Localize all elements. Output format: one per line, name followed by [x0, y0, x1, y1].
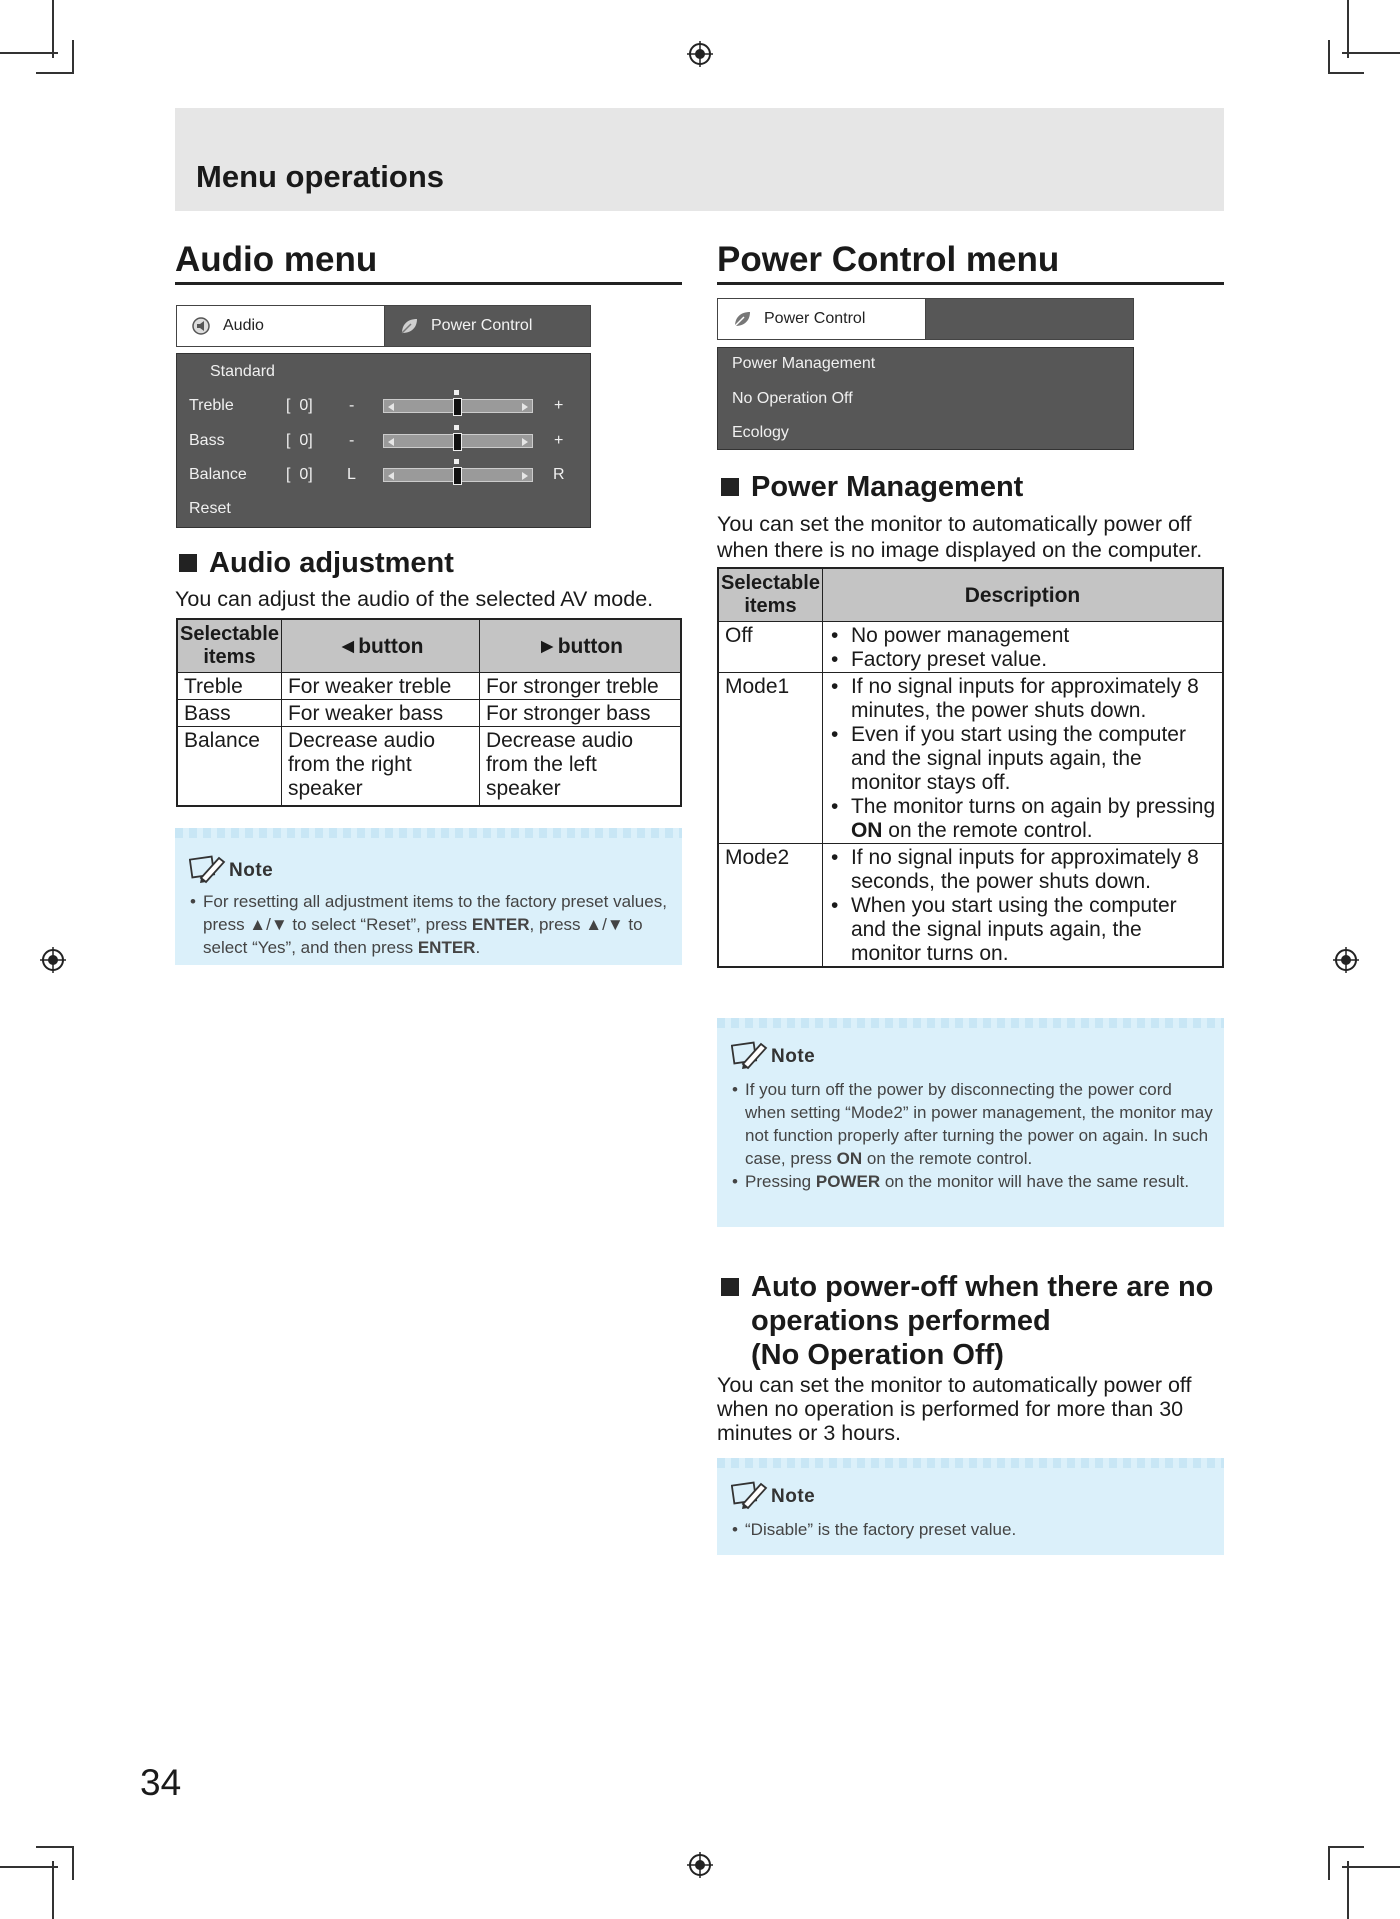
osd-row-value: [ 0]: [286, 432, 313, 449]
osd-row-left-mark: -: [349, 397, 355, 414]
registration-mark-icon: [687, 41, 713, 67]
tab-power-control[interactable]: [384, 306, 590, 346]
osd-row-label: Treble: [189, 397, 234, 414]
crop-mark: [1328, 1846, 1330, 1880]
square-bullet-icon: [721, 478, 739, 496]
speaker-icon: [191, 316, 211, 336]
list-item: • The monitor turns on again by pressing ON on the remote control.: [829, 795, 1216, 843]
power-osd-panel: [717, 347, 1134, 450]
tab-power-control-label: Power Control: [431, 317, 533, 334]
page-number: 34: [140, 1762, 182, 1803]
osd-row-left-mark: L: [347, 466, 356, 483]
auto-power-off-intro: You can set the monitor to automatically power off when no operation is performed for more than 30 minutes or 3 hours.: [717, 1373, 1192, 1445]
note-text: For resetting all adjustment items to the factory preset values, press ▲/▼ to select “Reset”, press ENTER, press ▲/▼ to select “Yes”, and then press ENTER.: [203, 892, 667, 957]
crop-mark: [1328, 72, 1364, 74]
table-cell: [822, 844, 1223, 968]
power-osd-tabs: [717, 298, 1134, 340]
note-item: [731, 1170, 1216, 1193]
list-item: • Even if you start using the computer and the signal inputs again, the monitor stays off.: [829, 723, 1216, 795]
crop-mark: [52, 1861, 54, 1919]
osd-mode-standard[interactable]: Standard: [210, 363, 275, 380]
table-row: [718, 844, 1223, 968]
list-item: • If no signal inputs for approximately 8 minutes, the power shuts down.: [829, 675, 1216, 723]
tab-power-control[interactable]: [718, 299, 925, 339]
osd-row-label: Balance: [189, 466, 247, 483]
table-cell: Mode2: [718, 844, 822, 968]
table-header: Description: [822, 568, 1223, 622]
table-cell: Mode1: [718, 673, 822, 844]
power-management-note: [717, 1018, 1224, 1227]
audio-adjustment-intro: You can adjust the audio of the selected AV mode.: [175, 587, 654, 611]
table-cell: Treble: [177, 673, 281, 700]
osd-row-right-mark: +: [554, 432, 564, 449]
crop-mark: [0, 52, 58, 54]
table-row: [177, 727, 681, 807]
tab-audio-label: Audio: [223, 317, 264, 334]
crop-mark: [1347, 1861, 1349, 1919]
crop-mark: [1342, 52, 1400, 54]
page-title: Menu operations: [196, 159, 445, 194]
note-title: Note: [771, 1046, 816, 1067]
audio-adjustment-title: Audio adjustment: [209, 547, 454, 579]
table-cell: Bass: [177, 700, 281, 727]
auto-power-off-heading: [717, 1270, 1213, 1372]
osd-reset[interactable]: Reset: [189, 500, 231, 517]
table-cell: For stronger treble: [479, 673, 681, 700]
note-text: “Disable” is the factory preset value.: [745, 1520, 1017, 1539]
note-item: [731, 1078, 1216, 1170]
tab-audio[interactable]: [177, 306, 384, 346]
table-row: [718, 622, 1223, 673]
table-cell: [822, 622, 1223, 673]
table-cell: Decrease audio from the left speaker: [479, 727, 681, 807]
list-item: • Factory preset value.: [829, 648, 1216, 672]
crop-mark: [36, 72, 72, 74]
audio-osd-tabs: [176, 305, 591, 347]
crop-mark: [36, 1846, 72, 1848]
balance-slider[interactable]: [383, 468, 533, 482]
power-control-menu-heading: Power Control menu: [717, 240, 1224, 285]
osd-row-left-mark: -: [349, 432, 355, 449]
crop-mark: [72, 1846, 74, 1880]
pencil-icon: [189, 852, 227, 884]
tab-empty: [925, 299, 1133, 339]
note-text: If you turn off the power by disconnecting the power cord when setting “Mode2” in power management, the monitor may not function properly after turning the power on again. In such case, press ON on the remote control.: [745, 1080, 1213, 1168]
osd-item-no-operation-off[interactable]: No Operation Off: [732, 390, 853, 407]
crop-mark: [1342, 1866, 1400, 1868]
audio-note: [175, 828, 682, 965]
table-cell: For stronger bass: [479, 700, 681, 727]
osd-row-right-mark: +: [554, 397, 564, 414]
note-text: Pressing POWER on the monitor will have the same result.: [745, 1172, 1190, 1191]
crop-mark: [0, 1866, 58, 1868]
table-header: Selectable items: [177, 619, 281, 673]
table-row: [177, 673, 681, 700]
list-item: • No power management: [829, 624, 1216, 648]
pencil-icon: [731, 1478, 769, 1510]
table-cell: [822, 673, 1223, 844]
table-header-row: [718, 568, 1223, 622]
registration-mark-icon: [40, 947, 66, 973]
list-item: • When you start using the computer and the signal inputs again, the monitor turns on.: [829, 894, 1216, 966]
table-cell: Off: [718, 622, 822, 673]
osd-row-label: Bass: [189, 432, 225, 449]
treble-slider[interactable]: [383, 399, 533, 413]
table-row: [177, 700, 681, 727]
crop-mark: [72, 40, 74, 74]
note-item: [189, 890, 674, 959]
square-bullet-icon: [179, 554, 197, 572]
bass-slider[interactable]: [383, 434, 533, 448]
osd-item-power-management[interactable]: Power Management: [732, 355, 876, 372]
power-management-title: Power Management: [751, 471, 1024, 503]
power-management-intro: You can set the monitor to automatically power off when there is no image displayed on the computer.: [717, 512, 1203, 562]
note-title: Note: [229, 860, 274, 881]
note-heading: [189, 852, 273, 884]
table-header: Selectable items: [718, 568, 822, 622]
audio-adjustment-table: [176, 618, 682, 807]
leaf-icon: [399, 316, 419, 336]
osd-row-value: [ 0]: [286, 466, 313, 483]
heading-line: Auto power-off when there are no: [751, 1271, 1214, 1303]
osd-row-value: [ 0]: [286, 397, 313, 414]
table-cell: Decrease audio from the right speaker: [281, 727, 479, 807]
note-heading: [731, 1478, 815, 1510]
list-item: • If no signal inputs for approximately 8 seconds, the power shuts down.: [829, 846, 1216, 894]
audio-adjustment-heading: [175, 546, 454, 580]
table-cell: For weaker treble: [281, 673, 479, 700]
registration-mark-icon: [687, 1852, 713, 1878]
pencil-icon: [731, 1038, 769, 1070]
square-bullet-icon: [721, 1278, 739, 1296]
note-heading: [731, 1038, 815, 1070]
audio-menu-heading: Audio menu: [175, 240, 682, 285]
heading-line: (No Operation Off): [751, 1339, 1004, 1371]
table-header-row: [177, 619, 681, 673]
power-management-heading: [717, 470, 1023, 504]
note-title: Note: [771, 1486, 816, 1507]
audio-osd-panel: [176, 353, 591, 528]
crop-mark: [1328, 1846, 1364, 1848]
heading-line: operations performed: [751, 1305, 1051, 1337]
crop-mark: [52, 0, 54, 58]
table-row: [718, 673, 1223, 844]
auto-power-off-note: [717, 1458, 1224, 1555]
table-cell: For weaker bass: [281, 700, 479, 727]
leaf-icon: [732, 309, 752, 329]
osd-item-ecology[interactable]: Ecology: [732, 424, 789, 441]
table-header: ►button: [479, 619, 681, 673]
registration-mark-icon: [1333, 947, 1359, 973]
crop-mark: [1347, 0, 1349, 58]
header-band: [175, 108, 1224, 211]
tab-power-control-label: Power Control: [764, 310, 866, 327]
osd-row-right-mark: R: [553, 466, 565, 483]
table-header: ◄button: [281, 619, 479, 673]
crop-mark: [1328, 40, 1330, 74]
power-management-table: [717, 567, 1224, 968]
note-item: [731, 1518, 1216, 1541]
table-cell: Balance: [177, 727, 281, 807]
